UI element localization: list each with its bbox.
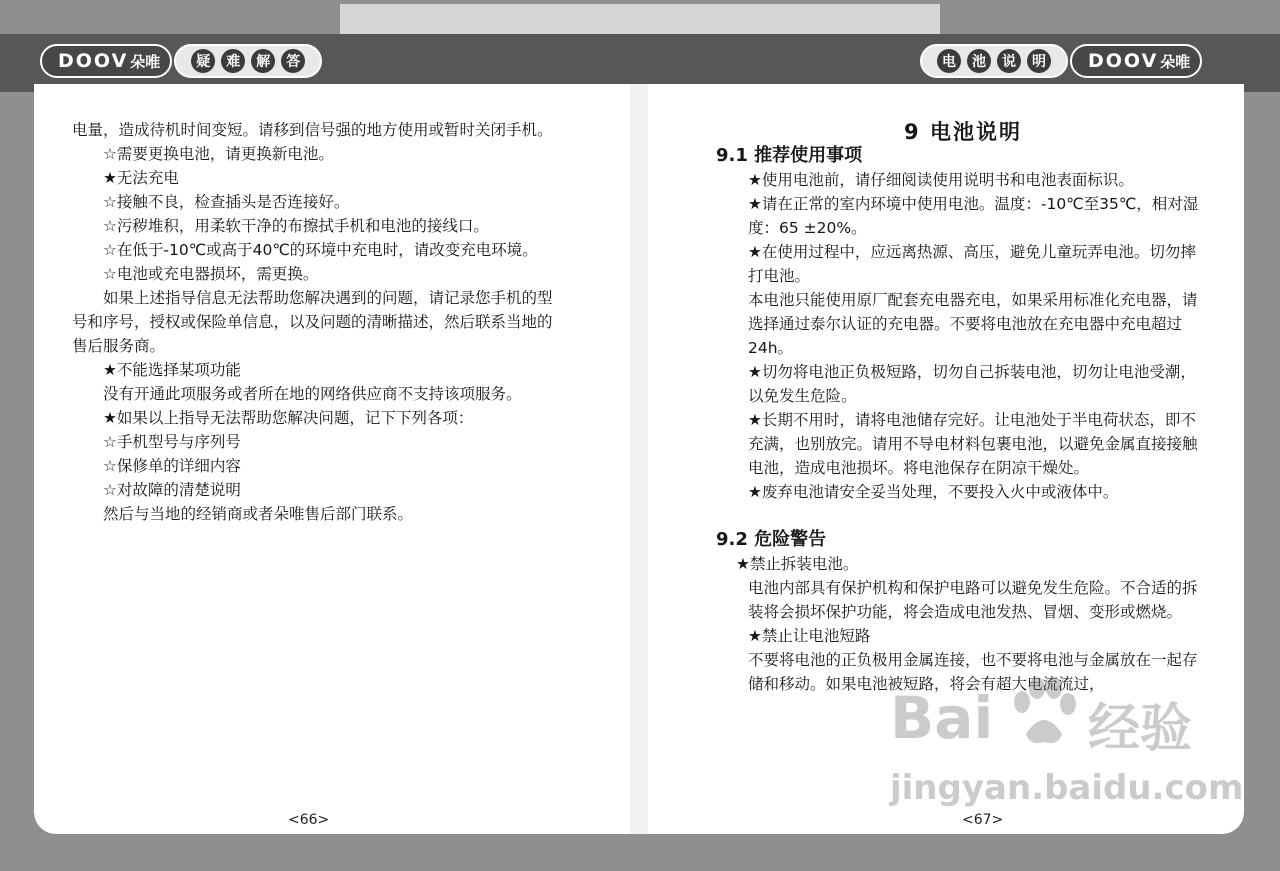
section-char: 池 [967, 49, 991, 73]
list-heading: ★禁止让电池短路 [748, 627, 871, 645]
right-page-body [716, 118, 1210, 696]
brand-latin: DOOV [1088, 50, 1159, 72]
left-header [40, 44, 322, 78]
paragraph: 没有开通此项服务或者所在地的网络供应商不支持该项服务。 [103, 385, 522, 403]
paragraph: 不要将电池的正负极用金属连接，也不要将电池与金属放在一起存储和移动。如果电池被短路，将会有超大电流流过， [748, 651, 1198, 693]
paragraph: 然后与当地的经销商或者朵唯售后部门联系。 [103, 505, 414, 523]
list-heading: ★如果以上指导无法帮助您解决问题，记下下列各项： [103, 409, 474, 427]
page-number-left: <66> [288, 812, 330, 828]
book-gutter [630, 84, 648, 834]
page-number-right: <67> [962, 812, 1004, 828]
section-char: 说 [997, 49, 1021, 73]
brand-cn: 朵唯 [130, 53, 161, 71]
list-item: ☆对故障的清楚说明 [103, 481, 241, 499]
section-2-body [716, 552, 1210, 696]
list-item: ★长期不用时，请将电池储存完好。让电池处于半电荷状态，即不充满，也别放完。请用不导电材料包裹电池，以避免金属直接接触电池，造成电池损坏。将电池保存在阴凉干燥处。 [748, 411, 1198, 477]
paragraph: 电池内部具有保护机构和保护电路可以避免发生危险。不合适的拆装将会损坏保护功能，将会造成电池发热、冒烟、变形或燃烧。 [748, 579, 1198, 621]
watermark-url: jingyan.baidu.com [890, 768, 1244, 808]
chapter-title: 9 电池说明 [904, 120, 1022, 144]
section-label-left [174, 44, 322, 78]
paragraph: 本电池只能使用原厂配套充电器充电，如果采用标准化充电器，请选择通过泰尔认证的充电器。不要将电池放在充电器中充电超过24h。 [748, 291, 1198, 357]
section-label-right [920, 44, 1068, 78]
section-char: 解 [251, 49, 275, 73]
list-item: ★请在正常的室内环境中使用电池。温度：-10℃至35℃，相对湿度：65 ±20%。 [748, 195, 1199, 237]
list-item: ★切勿将电池正负极短路，切勿自己拆装电池，切勿让电池受潮，以免发生危险。 [748, 363, 1196, 405]
right-header [920, 44, 1202, 78]
list-item: ☆手机型号与序列号 [103, 433, 241, 451]
left-page-body [72, 118, 564, 526]
section-1-body [716, 168, 1210, 504]
paragraph: 电量，造成待机时间变短。请移到信号强的地方使用或暂时关闭手机。 [72, 121, 553, 139]
brand-latin: DOOV [58, 50, 129, 72]
section-char: 明 [1027, 49, 1051, 73]
list-heading: ★无法充电 [103, 169, 179, 187]
list-item: ★废弃电池请安全妥当处理，不要投入火中或液体中。 [748, 483, 1119, 501]
list-item: ★使用电池前，请仔细阅读使用说明书和电池表面标识。 [748, 171, 1134, 189]
list-item: ☆需要更换电池，请更换新电池。 [103, 145, 334, 163]
section-char: 疑 [191, 49, 215, 73]
section-char: 电 [937, 49, 961, 73]
list-heading: ★禁止拆装电池。 [736, 555, 859, 573]
list-item: ☆接触不良，检查插头是否连接好。 [103, 193, 350, 211]
brand-cn: 朵唯 [1160, 53, 1191, 71]
list-item: ☆污秽堆积，用柔软干净的布擦拭手机和电池的接线口。 [103, 217, 489, 235]
list-item: ☆在低于-10℃或高于40℃的环境中充电时，请改变充电环境。 [103, 241, 538, 259]
list-item: ★在使用过程中，应远离热源、高压，避免儿童玩弄电池。切勿摔打电池。 [748, 243, 1196, 285]
section-title: 9.2 危险警告 [716, 529, 827, 550]
watermark-brand: Bai [890, 684, 994, 752]
list-heading: ★不能选择某项功能 [103, 361, 241, 379]
brand-logo-right [1070, 44, 1202, 78]
section-char: 难 [221, 49, 245, 73]
section-char: 答 [281, 49, 305, 73]
section-title: 9.1 推荐使用事项 [716, 145, 863, 166]
watermark-brand-cn: 经验 [1088, 699, 1193, 759]
list-item: ☆保修单的详细内容 [103, 457, 241, 475]
list-item: ☆电池或充电器损坏，需更换。 [103, 265, 319, 283]
brand-logo-left [40, 44, 172, 78]
paragraph: 如果上述指导信息无法帮助您解决遇到的问题，请记录您手机的型号和序号，授权或保险单信息，以及问题的清晰描述，然后联系当地的售后服务商。 [72, 289, 553, 355]
